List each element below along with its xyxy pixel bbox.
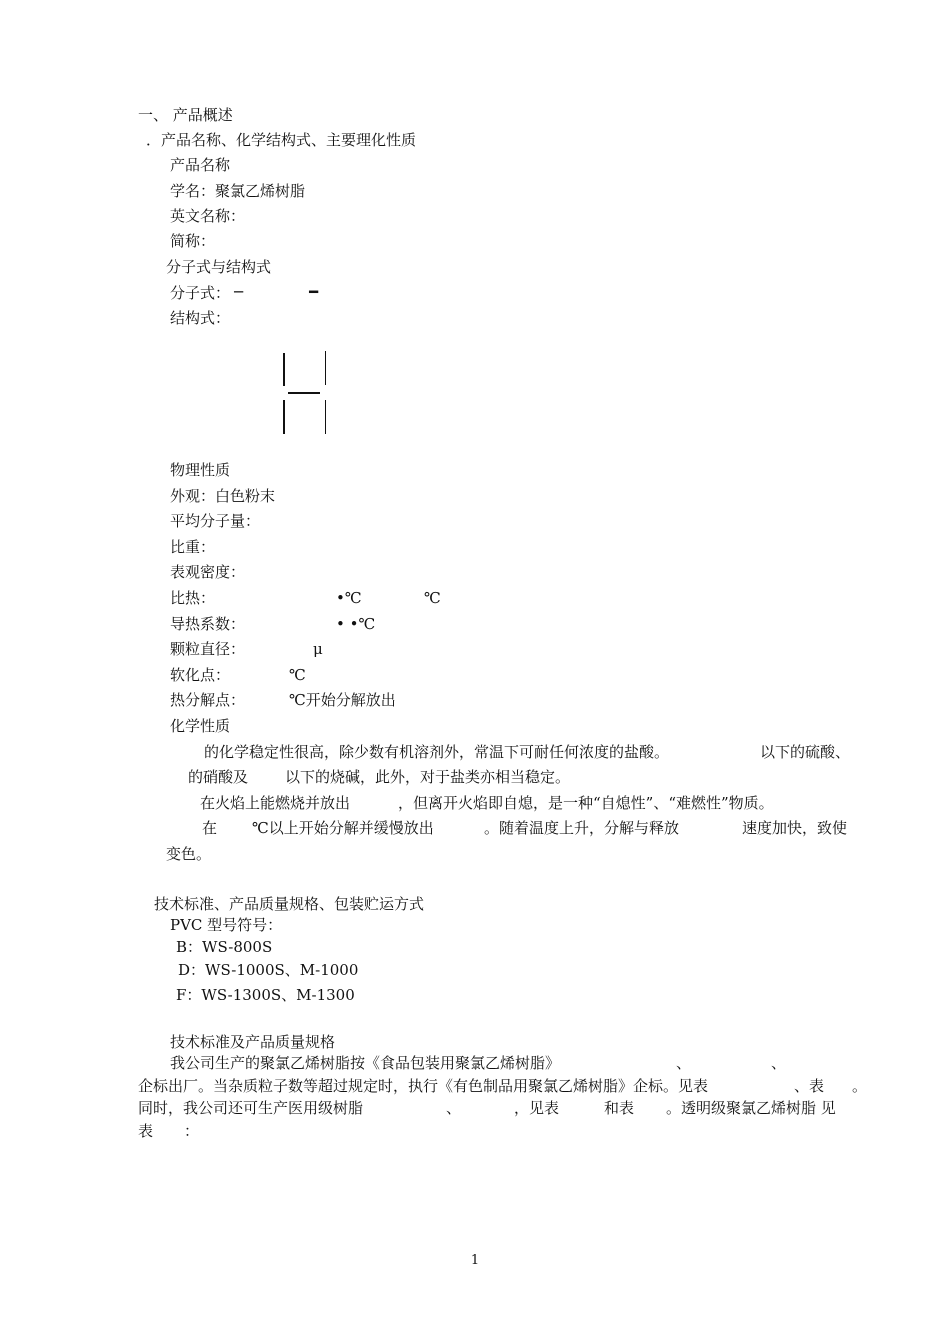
particle-size-unit: μ [313, 640, 323, 658]
struct-bond-horizontal [288, 392, 320, 394]
specific-heat-label: 比热： [170, 589, 216, 607]
struct-bond-right-upper [325, 351, 326, 385]
chemical-para1-c: 的硝酸及 [188, 768, 249, 786]
chemical-properties-heading: 化学性质 [170, 717, 231, 735]
chemical-para3-c: 。随着温度上升，分解与释放 [484, 819, 680, 837]
page-number: 1 [470, 1253, 480, 1268]
chemical-name: 学名：聚氯乙烯树脂 [170, 182, 306, 200]
standards-para3-c: ，见表 [514, 1099, 560, 1117]
formula-structure-heading: 分子式与结构式 [166, 258, 272, 276]
softening-point-unit: ℃ [289, 666, 306, 684]
standards-para4-b: ： [184, 1122, 200, 1140]
standards-para1-a: 我公司生产的聚氯乙烯树脂按《食品包装用聚氯乙烯树脂》 [170, 1054, 561, 1072]
chemical-para2-a: 在火焰上能燃烧并放出 [200, 794, 351, 812]
chemical-para3-a: 在 [202, 819, 218, 837]
formula-dash-1: ─ [234, 283, 244, 301]
decomposition-point-label: 热分解点： [170, 691, 246, 709]
pvc-model-f: F：WS-1300S、M-1300 [176, 986, 355, 1004]
standards-para4-a: 表 [138, 1122, 154, 1140]
standards-para2-b: 、表 [794, 1077, 825, 1095]
abbreviation-label: 简称： [170, 232, 216, 250]
pvc-model-d: D：WS-1000S、M-1000 [178, 961, 359, 979]
standards-para1-b: 、 [676, 1054, 692, 1072]
softening-point-label: 软化点： [170, 666, 231, 684]
specific-gravity-label: 比重： [170, 538, 216, 556]
chemical-para2-b: ，但离开火焰即自熄，是一种“自熄性”、“难燃性”物质。 [398, 794, 774, 812]
standards-para2-a: 企标出厂。当杂质粒子数等超过规定时，执行《有色制品用聚氯乙烯树脂》企标。见表 [138, 1077, 709, 1095]
formula-dash-2: ━ [309, 283, 319, 301]
thermal-conductivity-label: 导热系数： [170, 615, 246, 633]
chemical-para1-a: 的化学稳定性很高，除少数有机溶剂外，常温下可耐任何浓度的盐酸。 [204, 743, 670, 761]
section-heading-standards: 技术标准、产品质量规格、包装贮运方式 [154, 895, 425, 913]
standards-para3-b: 、 [446, 1099, 462, 1117]
product-name-heading: 产品名称 [170, 156, 231, 174]
chemical-para1-b: 以下的硫酸、 [760, 743, 851, 761]
chemical-para1-d: 以下的烧碱，此外，对于盐类亦相当稳定。 [285, 768, 571, 786]
struct-bond-left-lower [283, 400, 285, 434]
decomposition-point-text: ℃开始分解放出 [289, 691, 396, 709]
standards-para2-c: 。 [852, 1077, 868, 1095]
thermal-conductivity-unit: • •℃ [336, 615, 376, 633]
specific-heat-unit-2: ℃ [424, 589, 441, 607]
standards-para1-c: 、 [771, 1054, 787, 1072]
chemical-para3-d: 速度加快，致使 [742, 819, 848, 837]
physical-properties-heading: 物理性质 [170, 461, 231, 479]
specific-heat-unit-1: •℃ [336, 589, 362, 607]
standards-para3-e: 。透明级聚氯乙烯树脂 见 [666, 1099, 836, 1117]
pvc-model-label: PVC 型号符号： [170, 916, 283, 934]
english-name-label: 英文名称： [170, 207, 246, 225]
appearance: 外观：白色粉末 [170, 487, 276, 505]
chemical-para3-b: ℃以上开始分解并缓慢放出 [252, 819, 434, 837]
molecular-formula-label: 分子式： [170, 284, 231, 302]
standards-para3-a: 同时，我公司还可生产医用级树脂 [138, 1099, 364, 1117]
standards-para3-d: 和表 [604, 1099, 635, 1117]
struct-bond-left-upper [283, 353, 285, 386]
subsection-heading-name-structure: ．产品名称、化学结构式、主要理化性质 [146, 131, 417, 149]
chemical-para3-e: 变色。 [166, 845, 212, 863]
standards-quality-heading: 技术标准及产品质量规格 [170, 1033, 336, 1051]
structural-formula-label: 结构式： [170, 309, 231, 327]
particle-size-label: 颗粒直径： [170, 640, 246, 658]
average-molecular-weight-label: 平均分子量： [170, 512, 261, 530]
section-heading-overview: 一、 产品概述 [138, 106, 233, 124]
apparent-density-label: 表观密度： [170, 563, 246, 581]
struct-bond-right-lower [325, 400, 326, 434]
pvc-model-b: B：WS-800S [176, 938, 273, 956]
